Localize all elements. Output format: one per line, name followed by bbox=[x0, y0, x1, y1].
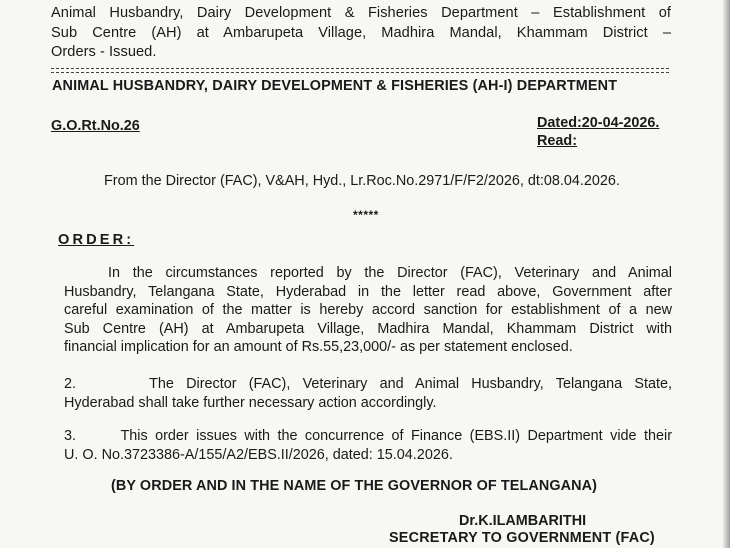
paragraph-1-line: financial implication for an amount of Rs.55,23,000/- as per statement enclosed. bbox=[64, 339, 573, 356]
department-heading: ANIMAL HUSBANDRY, DAIRY DEVELOPMENT & FISHERIES (AH-I) DEPARTMENT bbox=[52, 78, 618, 94]
subject-line-1: Animal Husbandry, Dairy Development & Fisheries Department – Establishment of bbox=[51, 5, 671, 21]
subject-block bbox=[51, 4, 671, 63]
order-date: Dated:20-04-2026. bbox=[537, 115, 660, 131]
page-edge-shadow bbox=[722, 0, 730, 548]
paragraph-2-line: 2. The Director (FAC), Veterinary and Animal Husbandry, Telangana State, bbox=[64, 376, 672, 392]
paragraph-2 bbox=[64, 375, 672, 412]
paragraph-1-line: careful examination of the matter is hereby accord sanction for establishment of a new bbox=[64, 302, 672, 319]
signatory-name: Dr.K.ILAMBARITHI bbox=[459, 513, 587, 529]
order-heading: ORDER: bbox=[58, 232, 135, 248]
paragraph-2-line: Hyderabad shall take further necessary action accordingly. bbox=[64, 394, 437, 411]
read-label: Read: bbox=[537, 133, 577, 149]
closing-statement: (BY ORDER AND IN THE NAME OF THE GOVERNOR OF TELANGANA) bbox=[111, 478, 597, 494]
separator: ***** bbox=[353, 208, 379, 222]
paragraph-1-line: Sub Centre (AH) at Ambarupeta Village, Madhira Mandal, Khammam District with bbox=[64, 320, 672, 337]
paragraph-3-line: U. O. No.3723386-A/155/A2/EBS.II/2026, dated: 15.04.2026. bbox=[64, 446, 453, 463]
signatory-title: SECRETARY TO GOVERNMENT (FAC) bbox=[389, 530, 655, 546]
paragraph-1-line: In the circumstances reported by the Director (FAC), Veterinary and Animal bbox=[108, 265, 672, 281]
subject-line-2: Sub Centre (AH) at Ambarupeta Village, Madhira Mandal, Khammam District – bbox=[51, 24, 671, 41]
reference-line: From the Director (FAC), V&AH, Hyd., Lr.Roc.No.2971/F/F2/2026, dt:08.04.2026. bbox=[104, 173, 620, 189]
paragraph-3 bbox=[64, 427, 672, 464]
divider-bottom bbox=[51, 72, 669, 73]
paragraph-1 bbox=[64, 264, 672, 357]
divider-top bbox=[51, 68, 669, 69]
go-number: G.O.Rt.No.26 bbox=[51, 118, 140, 134]
subject-line-3: Orders - Issued. bbox=[51, 44, 157, 60]
paragraph-3-line: 3. This order issues with the concurrence of Finance (EBS.II) Department vide their bbox=[64, 428, 672, 444]
paragraph-1-line: Husbandry, Telangana State, Hyderabad in the letter read above, Government after bbox=[64, 283, 672, 300]
